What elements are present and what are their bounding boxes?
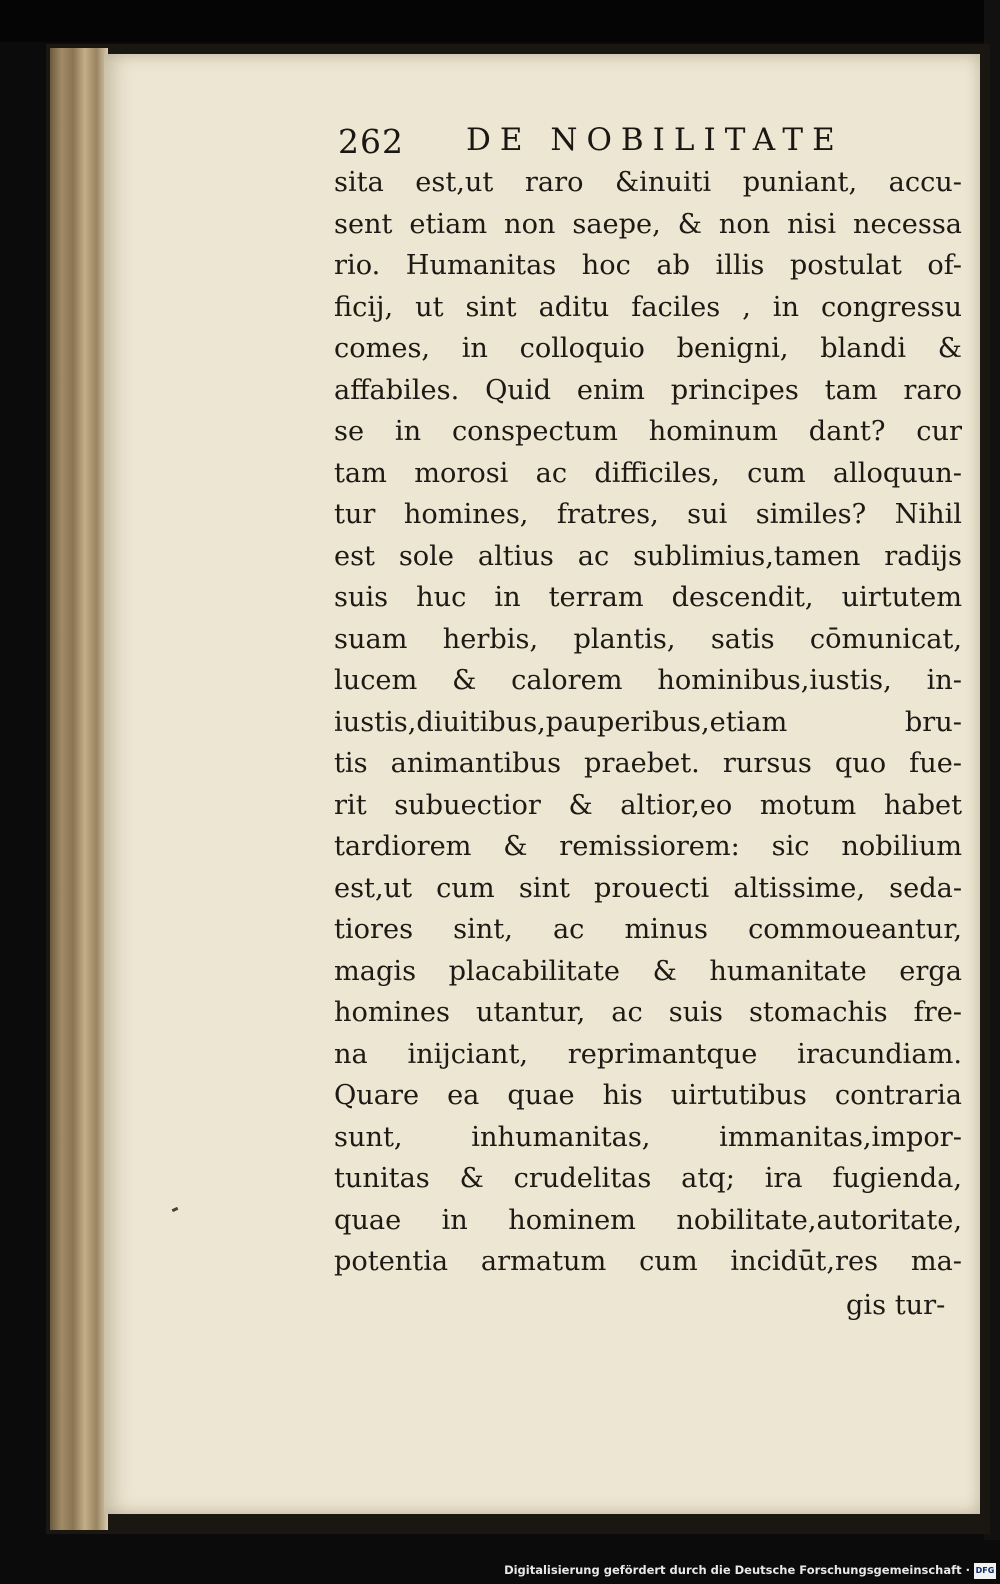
text-line: comes, in colloquio benigni, blandi &	[334, 333, 962, 364]
text-line: affabiles. Quid enim principes tam raro	[334, 374, 962, 406]
text-line: ficij, ut sint aditu faciles , in congressu	[334, 291, 962, 323]
text-line: tam morosi ac difficiles, cum alloquun-	[334, 457, 962, 489]
text-line: tardiorem & remissiorem: sic nobilium	[334, 831, 962, 862]
text-line: tis animantibus praebet. rursus quo fue-	[334, 748, 962, 779]
text-line: sunt, inhumanitas, immanitas,impor-	[334, 1121, 962, 1153]
text-line: suis huc in terram descendit, uirtutem	[334, 582, 962, 613]
page-edges	[50, 48, 108, 1530]
text-line: rit subuectior & altior,eo motum habet	[334, 789, 962, 821]
scanner-top-strip	[0, 0, 1000, 42]
text-line: se in conspectum hominum dant? cur	[334, 416, 962, 447]
running-head: DE NOBILITATE	[466, 122, 844, 158]
text-line: tur homines, fratres, sui similes? Nihil	[334, 499, 962, 530]
text-line: sita est,ut raro &inuiti puniant, accu-	[334, 167, 962, 198]
text-line: suam herbis, plantis, satis cōmunicat,	[334, 623, 962, 655]
text-line: lucem & calorem hominibus,iustis, in-	[334, 665, 962, 696]
text-line: rio. Humanitas hoc ab illis postulat of-	[334, 250, 962, 281]
text-line: est sole altius ac sublimius,tamen radijs	[334, 540, 962, 572]
text-line: quae in hominem nobilitate,autoritate,	[334, 1204, 962, 1236]
text-line: na inijciant, reprimantque iracundiam.	[334, 1038, 962, 1070]
text-line: tunitas & crudelitas atq; ira fugienda,	[334, 1163, 962, 1194]
digitization-credit: Digitalisierung gefördert durch die Deutsche Forschungsgemeinschaft ·	[504, 1563, 970, 1577]
page-number: 262	[338, 122, 404, 161]
text-line: iustis,diuitibus,pauperibus,etiam bru-	[334, 706, 962, 738]
text-line: est,ut cum sint prouecti altissime, seda-	[334, 872, 962, 904]
text-line: tiores sint, ac minus commoueantur,	[334, 914, 962, 945]
text-line: Quare ea quae his uirtutibus contraria	[334, 1080, 962, 1111]
text-line: homines utantur, ac suis stomachis fre-	[334, 997, 962, 1028]
body-text	[334, 162, 962, 1283]
text-line: sent etiam non saepe, & non nisi necessa	[334, 208, 962, 240]
page-header	[338, 122, 898, 166]
dfg-logo: DFG	[974, 1563, 996, 1579]
text-line: potentia armatum cum incidūt,res ma-	[334, 1246, 962, 1277]
text-line: magis placabilitate & humanitate erga	[334, 955, 962, 987]
catchword: gis tur-	[846, 1290, 946, 1321]
